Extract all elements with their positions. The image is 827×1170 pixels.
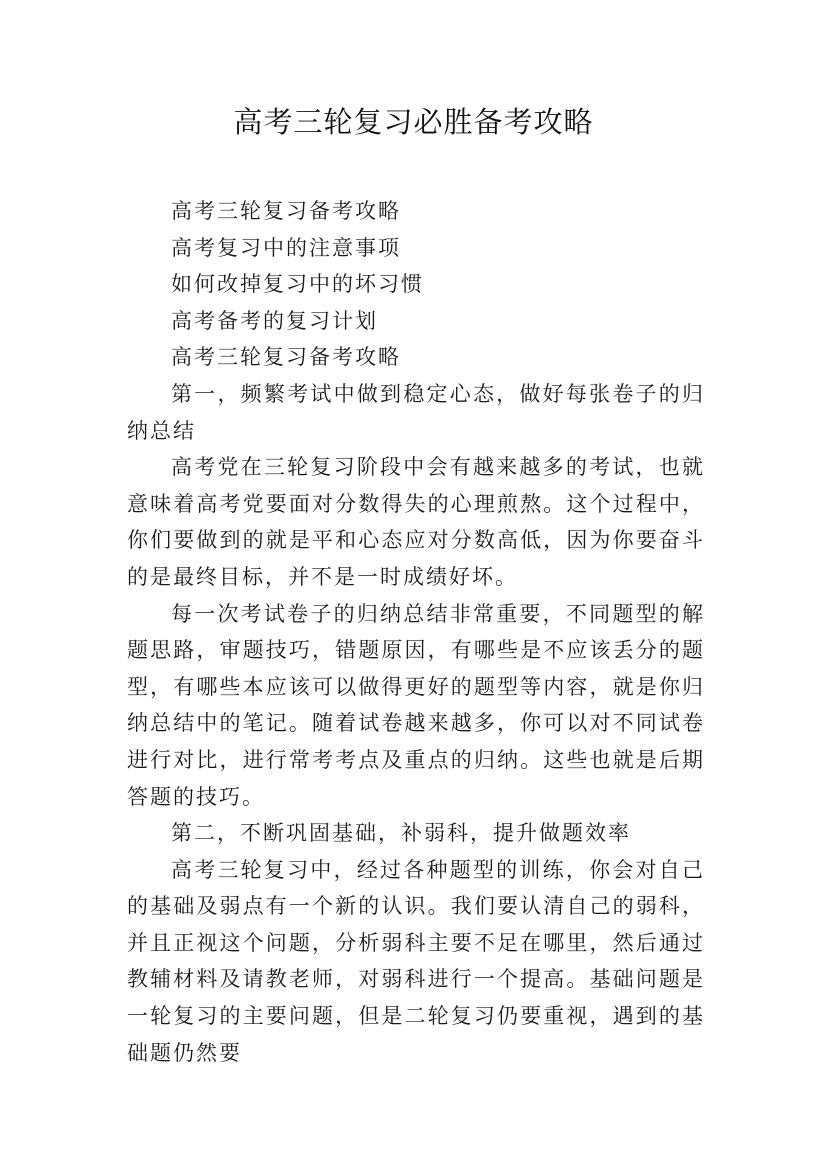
paragraph: 高考党在三轮复习阶段中会有越来越多的考试，也就意味着高考党要面对分数得失的心理煎熬。这个过程中，你们要做到的就是平和心态应对分数高低，因为你要奋斗的是最终目标，并不是一时成绩好坏。	[127, 455, 705, 589]
paragraph: 第二，不断巩固基础，补弱科，提升做题效率	[171, 821, 631, 846]
document-title: 高考三轮复习必胜备考攻略	[233, 105, 594, 139]
document-body	[127, 193, 705, 1071]
toc-item: 高考复习中的注意事项	[171, 235, 401, 260]
toc-item: 高考备考的复习计划	[171, 308, 378, 333]
toc-item: 高考三轮复习备考攻略	[171, 199, 401, 223]
section-heading: 高考三轮复习备考攻略	[171, 345, 401, 370]
paragraph: 每一次考试卷子的归纳总结非常重要，不同题型的解题思路，审题技巧，错题原因，有哪些是不应该丢分的题型，有哪些本应该可以做得更好的题型等内容，就是你归纳总结中的笔记。随着试卷越来越多，你可以对不同试卷进行对比，进行常考考点及重点的归纳。这些也就是后期答题的技巧。	[127, 601, 705, 809]
paragraph: 第一，频繁考试中做到稳定心态，做好每张卷子的归纳总结	[127, 381, 705, 443]
paragraph: 高考三轮复习中，经过各种题型的训练，你会对自己的基础及弱点有一个新的认识。我们要认清自己的弱科，并且正视这个问题，分析弱科主要不足在哪里，然后通过教辅材料及请教老师，对弱科进行一个提高。基础问题是一轮复习的主要问题，但是二轮复习仍要重视，遇到的基础题仍然要	[127, 857, 705, 1065]
toc-item: 如何改掉复习中的坏习惯	[171, 272, 424, 297]
